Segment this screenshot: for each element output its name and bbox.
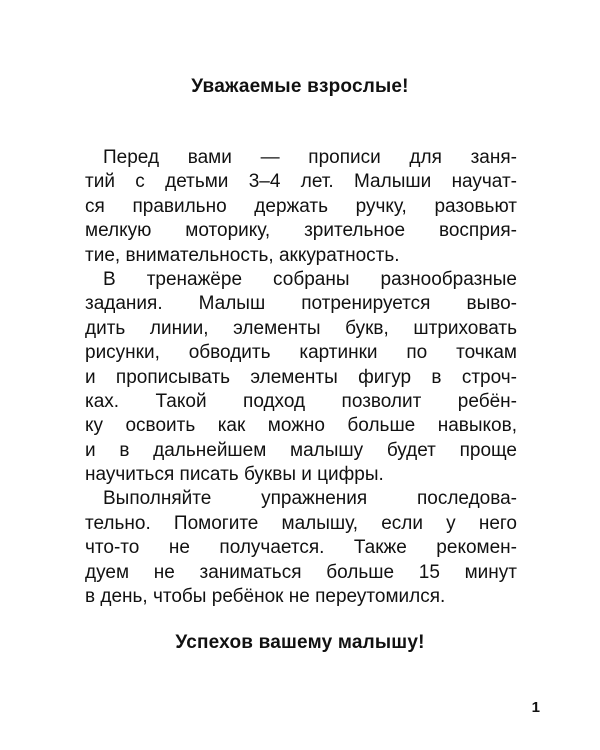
paragraph-3 — [85, 487, 517, 609]
text-line: тельно. Помогите малышу, если у него — [85, 512, 517, 534]
text-line: Выполняйте упражнения последова- — [103, 488, 517, 510]
text-line: тие, внимательность, аккуратность. — [85, 244, 400, 266]
body-text — [85, 146, 517, 609]
text-line: и в дальнейшем малышу будет проще — [85, 439, 517, 461]
paragraph-1 — [85, 146, 517, 268]
text-line: рисунки, обводить картинки по точкам — [85, 342, 517, 364]
text-line: научиться писать буквы и цифры. — [85, 464, 384, 486]
text-line: и прописывать элементы фигур в строч- — [85, 366, 517, 388]
text-line: мелкую моторику, зрительное восприя- — [85, 220, 517, 242]
paragraph-2 — [85, 268, 517, 488]
text-line: дуем не заниматься больше 15 минут — [85, 561, 517, 583]
text-line: В тренажёре собраны разнообразные — [103, 268, 517, 290]
page-number: 1 — [531, 699, 540, 716]
text-line: ся правильно держать ручку, разовьют — [85, 195, 517, 217]
text-line: задания. Малыш потренируется выво- — [85, 293, 517, 315]
text-line: тий с детьми 3–4 лет. Малыши научат- — [85, 171, 517, 193]
text-line: ках. Такой подход позволит ребён- — [85, 390, 517, 412]
text-line: дить линии, элементы букв, штриховать — [85, 317, 517, 339]
page-title: Уважаемые взрослые! — [191, 76, 409, 97]
text-line: в день, чтобы ребёнок не переутомился. — [85, 586, 446, 608]
text-line: ку освоить как можно больше навыков, — [85, 415, 517, 437]
closing-line: Успехов вашему малышу! — [175, 632, 425, 653]
text-line: Перед вами — прописи для заня- — [103, 147, 517, 168]
text-line: что-то не получается. Также рекомен- — [85, 537, 517, 559]
